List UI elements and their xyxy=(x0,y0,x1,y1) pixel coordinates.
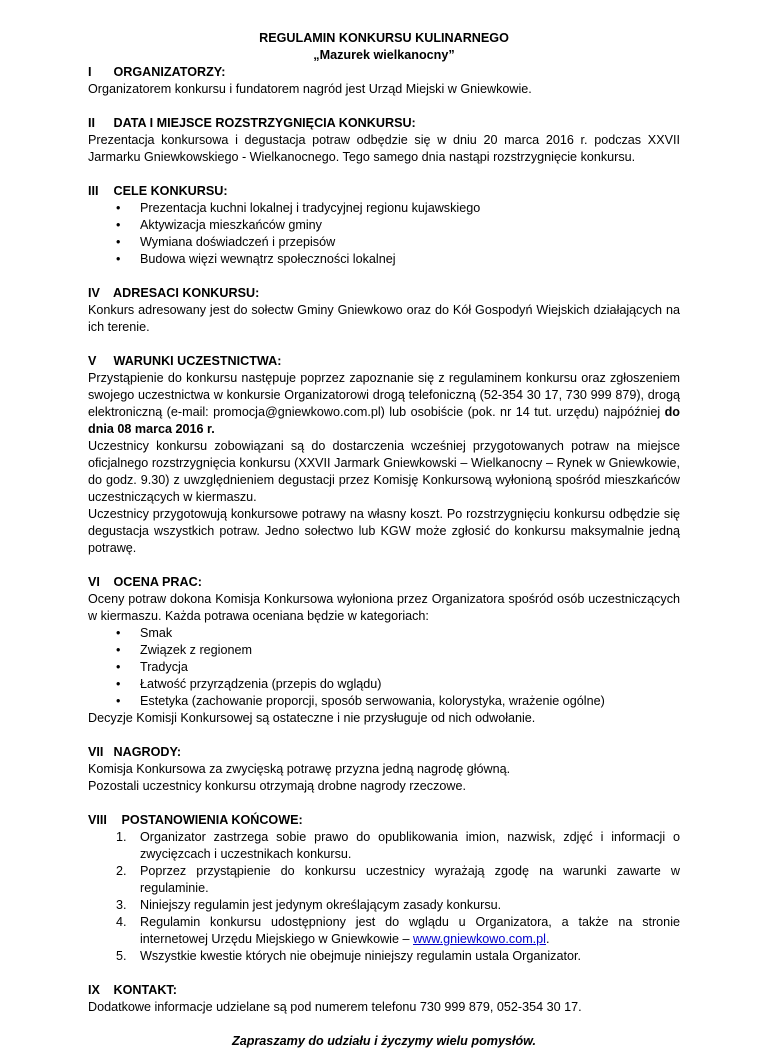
section-heading xyxy=(88,285,680,302)
goals-list xyxy=(88,200,680,268)
website-link[interactable]: www.gniewkowo.com.pl xyxy=(413,932,546,946)
list-item: • Prezentacja kuchni lokalnej i tradycyjnej regionu kujawskiego xyxy=(88,200,680,217)
section-heading xyxy=(88,353,680,370)
section-number: I xyxy=(88,65,92,79)
section-number: IX xyxy=(88,983,100,997)
list-item: • Aktywizacja mieszkańców gminy xyxy=(88,217,680,234)
section-heading xyxy=(88,982,680,999)
section-heading xyxy=(88,744,680,761)
list-item: • Tradycja xyxy=(88,659,680,676)
closing-line: Zapraszamy do udziału i życzymy wielu pomysłów. xyxy=(232,1034,536,1048)
section-title: ADRESACI KONKURSU: xyxy=(113,286,260,300)
deadline-text: do dnia 08 marca 2016 r. xyxy=(88,405,680,436)
list-item: • Związek z regionem xyxy=(88,642,680,659)
section-paragraph xyxy=(88,370,680,438)
list-item: • Smak xyxy=(88,625,680,642)
section-text: Konkurs adresowany jest do sołectw Gminy Gniewkowo oraz do Kół Gospodyń Wiejskich działających na ich terenie. xyxy=(88,303,680,334)
list-item: • Budowa więzi wewnątrz społeczności lokalnej xyxy=(88,251,680,268)
section-heading xyxy=(88,812,680,829)
list-item xyxy=(88,829,680,863)
section-heading xyxy=(88,574,680,591)
section-number: VI xyxy=(88,575,100,589)
section-heading xyxy=(88,115,680,132)
item-text-end: . xyxy=(545,932,550,946)
section-number: IV xyxy=(88,286,100,300)
document-subtitle: „Mazurek wielkanocny” xyxy=(313,48,455,62)
list-item xyxy=(88,914,680,948)
section-title: WARUNKI UCZESTNICTWA: xyxy=(113,354,282,368)
section-goals xyxy=(88,183,680,268)
section-participation xyxy=(88,353,680,557)
section-title: ORGANIZATORZY: xyxy=(113,65,226,79)
item-number: 5. xyxy=(116,949,127,963)
section-title: OCENA PRAC: xyxy=(113,575,202,589)
section-title: POSTANOWIENIA KOŃCOWE: xyxy=(121,813,303,827)
list-item: • Wymiana doświadczeń i przepisów xyxy=(88,234,680,251)
list-item xyxy=(88,948,680,965)
section-heading xyxy=(88,64,680,81)
section-number: VIII xyxy=(88,813,107,827)
section-final-provisions xyxy=(88,812,680,965)
criteria-list xyxy=(88,625,680,710)
section-title: KONTAKT: xyxy=(113,983,177,997)
item-number: 3. xyxy=(116,898,127,912)
item-text: Wszystkie kwestie których nie obejmuje niniejszy regulamin ustala Organizator. xyxy=(140,949,581,963)
section-paragraph: Uczestnicy przygotowują konkursowe potrawy na własny koszt. Po rozstrzygnięciu konkursu odbędzie się degustacja wszystkich potraw. Jedno sołectwo lub KGW może zgłosić do konkursu maksymalnie jedną potrawę. xyxy=(88,507,680,555)
section-title: CELE KONKURSU: xyxy=(113,184,228,198)
section-paragraph: Uczestnicy konkursu zobowiązani są do dostarczenia wcześniej przygotowanych potraw na miejsce oficjalnego rozstrzygnięcia konkursu (XXVII Jarmark Gniewkowski – Wielkanocny – Rynek w Gniewkowie, do godz. 9.30) z uwzględnieniem degustacji przez Komisję Konkursową wyłonioną spośród mieszkańców uczestniczących w kiermaszu. xyxy=(88,439,680,504)
paragraph-text: Przystąpienie do konkursu następuje poprzez zapoznanie się z regulaminem konkursu oraz zgłoszeniem swojego uczestnictwa w konkursie Organizatorowi drogą telefoniczną (52-354 30 17, 730 999 879), drogą elektroniczną (e-mail: promocja@gniewkowo.com.pl) lub osobiście (pok. nr 14 tut. urzędu) najpóźniej xyxy=(88,371,680,419)
section-organizers xyxy=(88,64,680,98)
section-prizes xyxy=(88,744,680,795)
section-text: Organizatorem konkursu i fundatorem nagród jest Urząd Miejski w Gniewkowie. xyxy=(88,82,532,96)
document-title: REGULAMIN KONKURSU KULINARNEGO xyxy=(259,31,509,45)
section-addressees xyxy=(88,285,680,336)
item-number: 2. xyxy=(116,864,127,878)
section-date-place xyxy=(88,115,680,166)
list-item: • Łatwość przyrządzenia (przepis do wglądu) xyxy=(88,676,680,693)
item-text: Niniejszy regulamin jest jedynym określającym zasady konkursu. xyxy=(140,898,502,912)
section-heading xyxy=(88,183,680,200)
section-number: II xyxy=(88,116,95,130)
list-item: • Estetyka (zachowanie proporcji, sposób serwowania, kolorystyka, wrażenie ogólne) xyxy=(88,693,680,710)
section-contact xyxy=(88,982,680,1016)
section-text: Prezentacja konkursowa i degustacja potraw odbędzie się w dniu 20 marca 2016 r. podczas XXVII Jarmarku Gniewkowskiego - Wielkanocnego. Tego samego dnia nastąpi rozstrzygnięcie konkursu. xyxy=(88,133,680,164)
section-number: III xyxy=(88,184,99,198)
section-number: V xyxy=(88,354,97,368)
item-text: Poprzez przystąpienie do konkursu uczestnicy wyrażają zgodę na warunki zawarte w regulaminie. xyxy=(140,864,680,895)
section-title: NAGRODY: xyxy=(113,745,182,759)
section-number: VII xyxy=(88,745,104,759)
item-text: Regulamin konkursu udostępniony jest do wglądu u Organizatora, a także na stronie internetowej Urzędu Miejskiego w Gniewkowie – xyxy=(140,915,680,946)
list-item xyxy=(88,897,680,914)
item-number: 1. xyxy=(116,830,127,844)
section-paragraph: Decyzje Komisji Konkursowej są ostateczne i nie przysługuje od nich odwołanie. xyxy=(88,711,536,725)
provisions-list xyxy=(88,829,680,965)
section-paragraph: Pozostali uczestnicy konkursu otrzymają drobne nagrody rzeczowe. xyxy=(88,779,466,793)
section-paragraph: Komisja Konkursowa za zwycięską potrawę przyzna jedną nagrodę główną. xyxy=(88,762,511,776)
item-number: 4. xyxy=(116,915,127,929)
item-text: Organizator zastrzega sobie prawo do opublikowania imion, nazwisk, zdjęć i informacji o zwycięzcach i uczestnikach konkursu. xyxy=(140,830,680,861)
section-title: DATA I MIEJSCE ROZSTRZYGNIĘCIA KONKURSU: xyxy=(113,116,416,130)
section-paragraph: Oceny potraw dokona Komisja Konkursowa wyłoniona przez Organizatora spośród osób uczestniczących w kiermaszu. Każda potrawa oceniana będzie w kategoriach: xyxy=(88,592,680,623)
list-item xyxy=(88,863,680,897)
section-evaluation xyxy=(88,574,680,727)
section-text: Dodatkowe informacje udzielane są pod numerem telefonu 730 999 879, 052-354 30 17. xyxy=(88,1000,582,1014)
